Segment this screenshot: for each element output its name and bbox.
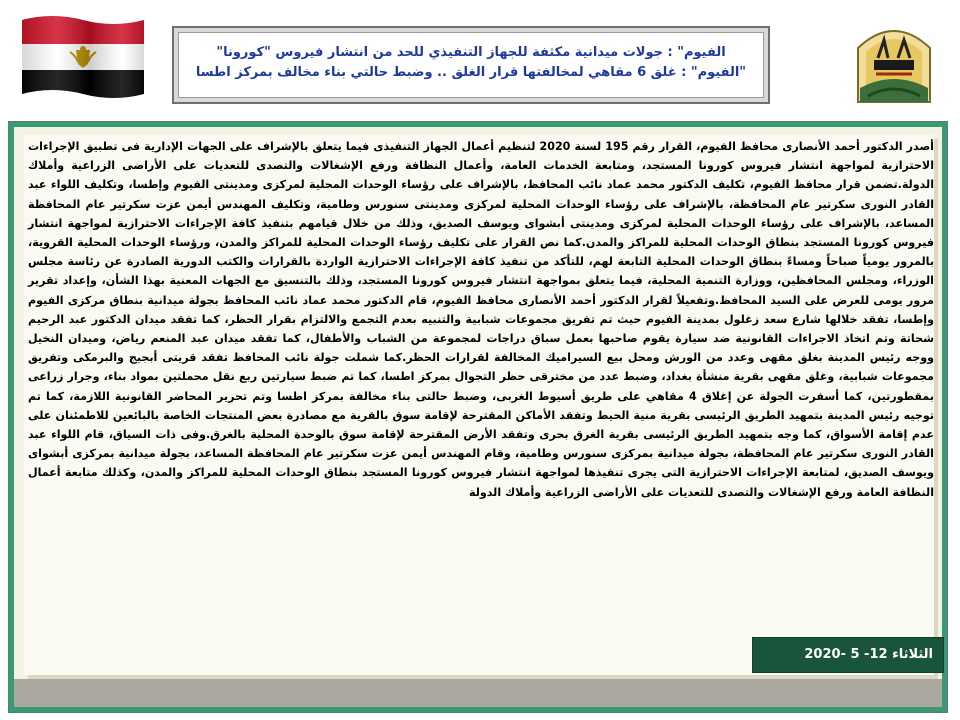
headline-line-1: الفيوم" : جولات ميدانية مكثفة للجهاز التنفيذي للحد من انتشار فيروس "كورونا": [216, 45, 726, 60]
egypt-flag-icon: [18, 12, 148, 102]
article-frame: [9, 122, 947, 712]
headline-box: [172, 26, 770, 104]
article-panel: [24, 135, 934, 675]
article-body: أصدر الدكتور أحمد الأنصارى محافظ الفيوم، القرار رقم 195 لسنة 2020 لتنظيم أعمال الجهاز التنفيذى فيما يتعلق بالإشراف على الجهات الإدارية فى تطبيق الإجراءات الاحترازية لمواجهة انتشار فيروس كورونا المستجد، ومتابعة الخدمات العامة، وأعمال النظافة ورفع الإشغالات والتصدى للتعديات على الأراضى الزراعية وأملاك الدولة.تضمن قرار محافظ الفيوم، تكليف الدكتور محمد عماد نائب المحافظ، بالإشراف على رؤساء الوحدات المحلية لمركزى ومدينتى الفيوم وإطسا، وتكليف اللواء عبد القادر النورى سكرتير عام المحافظة، بالإشراف على رؤساء الوحدات المحلية لمركزى ومدينتى سنورس وطامية، وتكليف المهندس أيمن عزت سكرتير عام المحافظة المساعد، بالإشراف على رؤساء الوحدات المحلية لمركزى ومدينتى أبشواى ويوسف الصديق، وذلك من خلال قيامهم بتنفيذ كافة الإجراءات الاحترازية لمواجهة انتشار فيروس كورونا المستجد بنطاق الوحدات المحلية للمراكز والمدن.كما نص القرار على تكليف رؤساء الوحدات المحلية للمراكز والمدن، ورؤساء الوحدات المحلية القروية، بالمرور يومياً صباحاً ومساءً بنطاق الوحدات المحلية التابعة لهم، للتأكد من تنفيذ كافة الإجراءات الاحترازية الواردة بالقرارات والكتب الدورية الصادرة عن رئاسة مجلس الوزراء، ومجلس المحافظين، ووزارة التنمية المحلية، فيما يتعلق بمواجهة انتشار فيروس كورونا المستجد، وذلك بالتنسيق مع الجهات المعنية بهذا الشأن، وإعداد تقرير مرور يومى للعرض على السيد المحافظ.وتفعيلاً لقرار الدكتور أحمد الأنصارى محافظ الفيوم، قام الدكتور محمد عماد نائب المحافظ بجولة ميدانية بنطاق مركزى الفيوم وإطسا، تفقد خلالها شارع سعد زغلول بمدينة الفيوم حيث تم تفريق مجموعات شبابية والتنبيه بعدم التجمع والالتزام بقرار الحظر، كما تفقد ميدان الدكتور عبد الرحيم شحاتة وتم اتخاذ الاجراءات القانونية ضد سيارة يقوم صاحبها بعمل سباق دراجات لمجموعة من الشباب والأطفال، كما تفقد ميدان عبد المنعم رياض، وميدان النخيل ووجه رئيس المدينة بغلق مقهى وعدد من الورش ومحل بيع السيراميك المخالفة لقرارات الحظر.كما شملت جولة نائب المحافظ تفقد قريتى أبجيج والبرمكى وتفريق مجموعات شبابية، وغلق مقهى بقرية منشأة بغداد، وضبط عدد من مخترقى حظر التجوال بمركز اطسا، كما تم ضبط سيارتين ربع نقل محملتين بمواد بناء، وجرار زراعى بمقطورتين، كما أسفرت الجولة عن إغلاق 4 مقاهي على طريق أسيوط الغربى، وضبط حالتى بناء مخالفة بمركز اطسا وتم تحرير المحاضر القانونية اللازمة، كما تم توجيه رئيس المدينة بتمهيد الطريق الرئيسى بقرية منية الحيط وتفقد الأماكن المقترحة لإقامة سوق بالقرية مع مصادرة بعض المنتجات الخاصة بالبائعين للاطمئنان على عدم إقامة الأسواق، كما وجه بتمهيد الطريق الرئيسى بقرية الغرق بحرى وتفقد الأرض المقترحة لإقامة سوق بالوحدة المحلية بالغرق.وفى ذات السياق، قام اللواء عبد القادر النورى سكرتير عام المحافظة، بجولة ميدانية بمركزى سنورس وطامية، وقام المهندس أيمن عزت سكرتير عام المحافظة المساعد، بجولة ميدانية بمركزى أبشواى ويوسف الصديق، لمتابعة الإجراءات الاحترازية التى يجرى تنفيذها لمواجهة انتشار فيروس كورونا المستجد بنطاق الوحدات المحلية للمراكز والمدن، وكذلك متابعة أعمال النظافة العامة ورفع الإشغالات والتصدى للتعديات على الأراضى الزراعية وأملاك الدولة: [28, 140, 934, 499]
headline-line-2: "الفيوم" : غلق 6 مقاهي لمخالفتها قرار الغلق .. وضبط حالتي بناء مخالف بمركز اطسا: [195, 65, 747, 80]
date-badge: الثلاثاء 12- 5 -2020: [752, 637, 944, 673]
fayoum-governorate-logo-icon: [848, 18, 940, 108]
bottom-strip: [14, 679, 942, 707]
